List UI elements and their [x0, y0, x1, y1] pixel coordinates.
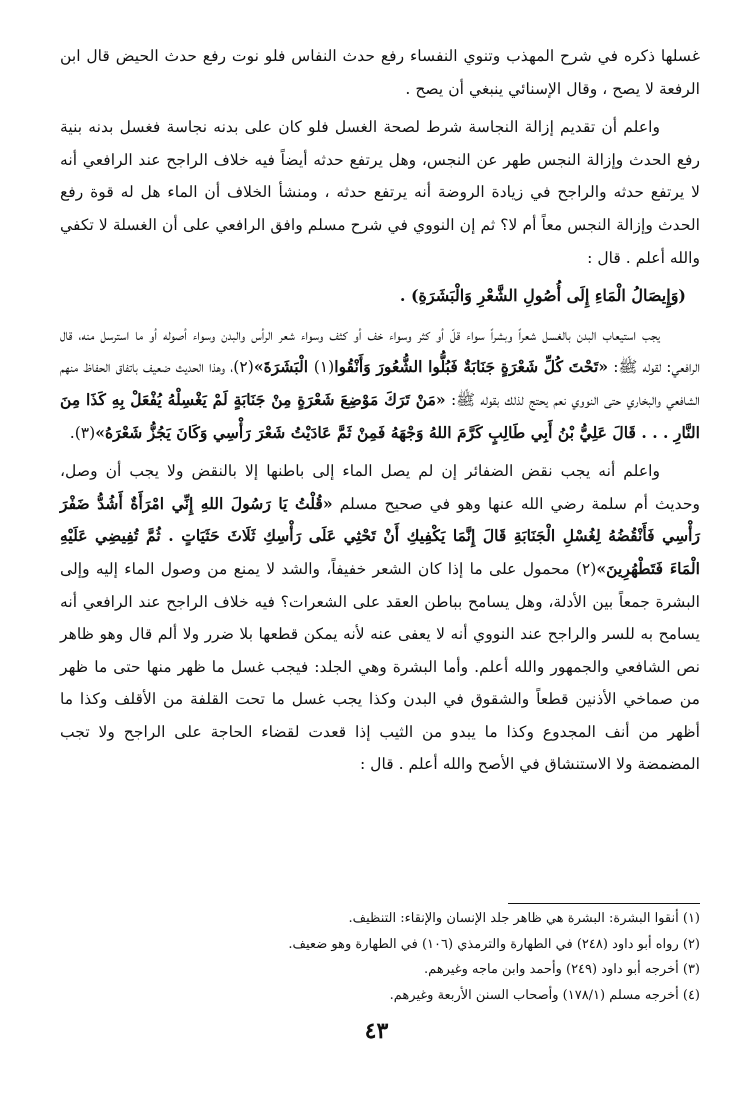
matn-quote: (وَإِيصَالُ الْمَاءِ إِلَى أُصُولِ الشَّعْرِ وَالْبَشَرَةِ) .: [399, 286, 686, 306]
footnote-2: (٢) رواه أبو داود (٢٤٨) في الطهارة والترمذي (١٠٦) في الطهارة وهو ضعيف.: [288, 936, 700, 952]
page-number: ٤٣: [364, 1018, 389, 1044]
footnote-ref-1: (١): [313, 358, 335, 377]
paragraph-3-end: .: [69, 423, 75, 442]
hadith-quote-4: «قُلْتُ يَا رَسُولَ اللهِ إِنِّي امْرَأَةٌ أَشُدُّ ضَفْرَ رَأْسِي فَأَنْقُضُهُ لِغُسْلِ الْجَنَابَةِ قَالَ إِنَّمَا يَكْفِيكِ أَنْ تَحْثِي عَلَى رَأْسِكِ ثَلَاثَ حَثَيَاتٍ . ثُمَّ تُفِيضِي عَلَيْهِ الْمَاءَ فَتَطْهُرِينَ»: [60, 493, 701, 578]
paragraph-4-text-b: محمول على ما إذا كان الشعر خفيفاً، والشد لا يمنع من وصول الماء إليه وإلى البشرة جمعاً بين الأدلة، وهل يسامح بباطن العقد على الشعرات؟ فيه خلاف الراجح عند الرافعي أنه يسامح به للسر والراجح عند النووي أنه لا يعفى عنه لأنه يمكن قطعها بلا ضرر ولا ألم قال وهو ظاهر نص الشافعي والجمهور والله أعلم. وأما البشرة وهي الجلد: فيجب غسل ما ظهر منها حتى ما ظهر من صماخي الأذنين قطعاً والشقوق في البدن وكذا يجب غسل ما تحت القلفة من الأقلف وكذا ما أظهر من أنف المجدوع وكذا ما يبدو من الثيب إذا قعدت لقضاء الحاجة على الراجح ولا تجب المضمضة ولا الاستنشاق في الأصح والله أعلم . قال :: [60, 559, 700, 774]
hadith-quote-3: «مَنْ تَرَكَ مَوْضِعَ شَعْرَةٍ مِنْ جَنَابَةٍ لَمْ يَغْسِلْهُ يُفْعَلْ بِهِ كَذَا مِنَ النَّارِ . . . قَالَ عَلِيُّ بْنُ أَبِي طَالِبٍ كَرَّمَ اللهُ وَجْهَهُ فَمِنْ ثَمَّ عَادَيْتُ شَعْرَ رَأْسِي وَكَانَ يَجُزُّ شَعْرَهُ»: [60, 389, 700, 442]
main-text: [60, 40, 700, 787]
footnote-3: (٣) أخرجه أبو داود (٢٤٩) وأحمد وابن ماجه وغيرهم.: [424, 962, 700, 978]
footnote-ref-3: (٣): [74, 423, 96, 442]
footnote-divider: [508, 903, 700, 904]
paragraph-2: واعلم أن تقديم إزالة النجاسة شرط لصحة الغسل فلو كان على بدنه نجاسة فغسل بدنه بنية رفع الحدث وإزالة النجس طهر عن النجس، وهل يرتفع حدثه أيضاً فيه خلاف الراجح عند الرافعي أنه لا يرتفع حدثه والراجح في زيادة الروضة أنه يرتفع حدثه ، ومنشأ الخلاف أن الماء هل له قوة رفع الحدث وإزالة النجس معاً أم لا؟ ثم إن النووي في شرح مسلم وافق الرافعي على أن الغسلة لا تكفي والله أعلم . قال :: [60, 118, 700, 267]
paragraph-3-text-b: ، وهذا الحديث ضعيف باتفاق الحفاظ منهم الشافعي والبخاري حتى النووي نعم يحتج لذلك بقوله ﷺ:: [60, 358, 700, 409]
footnote-ref-2: (٢): [233, 358, 254, 377]
paragraph-4-text-a: واعلم أنه يجب نقض الضفائر إن لم يصل الماء إلى باطنها إلا بالنقض ولا يجب أن وصل، وحديث أم سلمة رضي الله عنها وهو في صحيح مسلم: [60, 462, 700, 513]
footnote-4: (٤) أخرجه مسلم (١٧٨/١) وأصحاب السنن الأربعة وغيرهم.: [389, 987, 700, 1003]
footnote-1: (١) أنقوا البشرة: البشرة هي ظاهر جلد الإنسان والإنقاء: التنظيف.: [348, 911, 700, 926]
hadith-quote-1: «تَحْتَ كُلِّ شَعْرَةٍ جَنَابَةٌ فَبُلُّوا الشُّعُورَ وَأَنْقُوا: [334, 357, 609, 377]
paragraph-1: غسلها ذكره في شرح المهذب وتنوي النفساء رفع حدث النفاس فلو نوت رفع حدث الحيض قال ابن الرفعة لا يصح ، وقال الإسنائي ينبغي أن يصح .: [60, 47, 700, 98]
hadith-quote-2: الْبَشَرَةَ»: [253, 357, 314, 377]
paragraph-4: [60, 455, 700, 781]
footnote-ref-4: (٢): [575, 559, 597, 578]
paragraph-3: [60, 319, 700, 449]
paragraph-3-text-a: يجب استيعاب البدن بالغسل شعراً وبشراً سواء قلّ أو كثر وسواء خف أو كثف وسواء شعر الرأس والبدن وسواء أصوله أو ما استرسل منه، قال الرافعي: لقوله ﷺ:: [60, 325, 701, 377]
footnotes: [288, 906, 700, 1008]
